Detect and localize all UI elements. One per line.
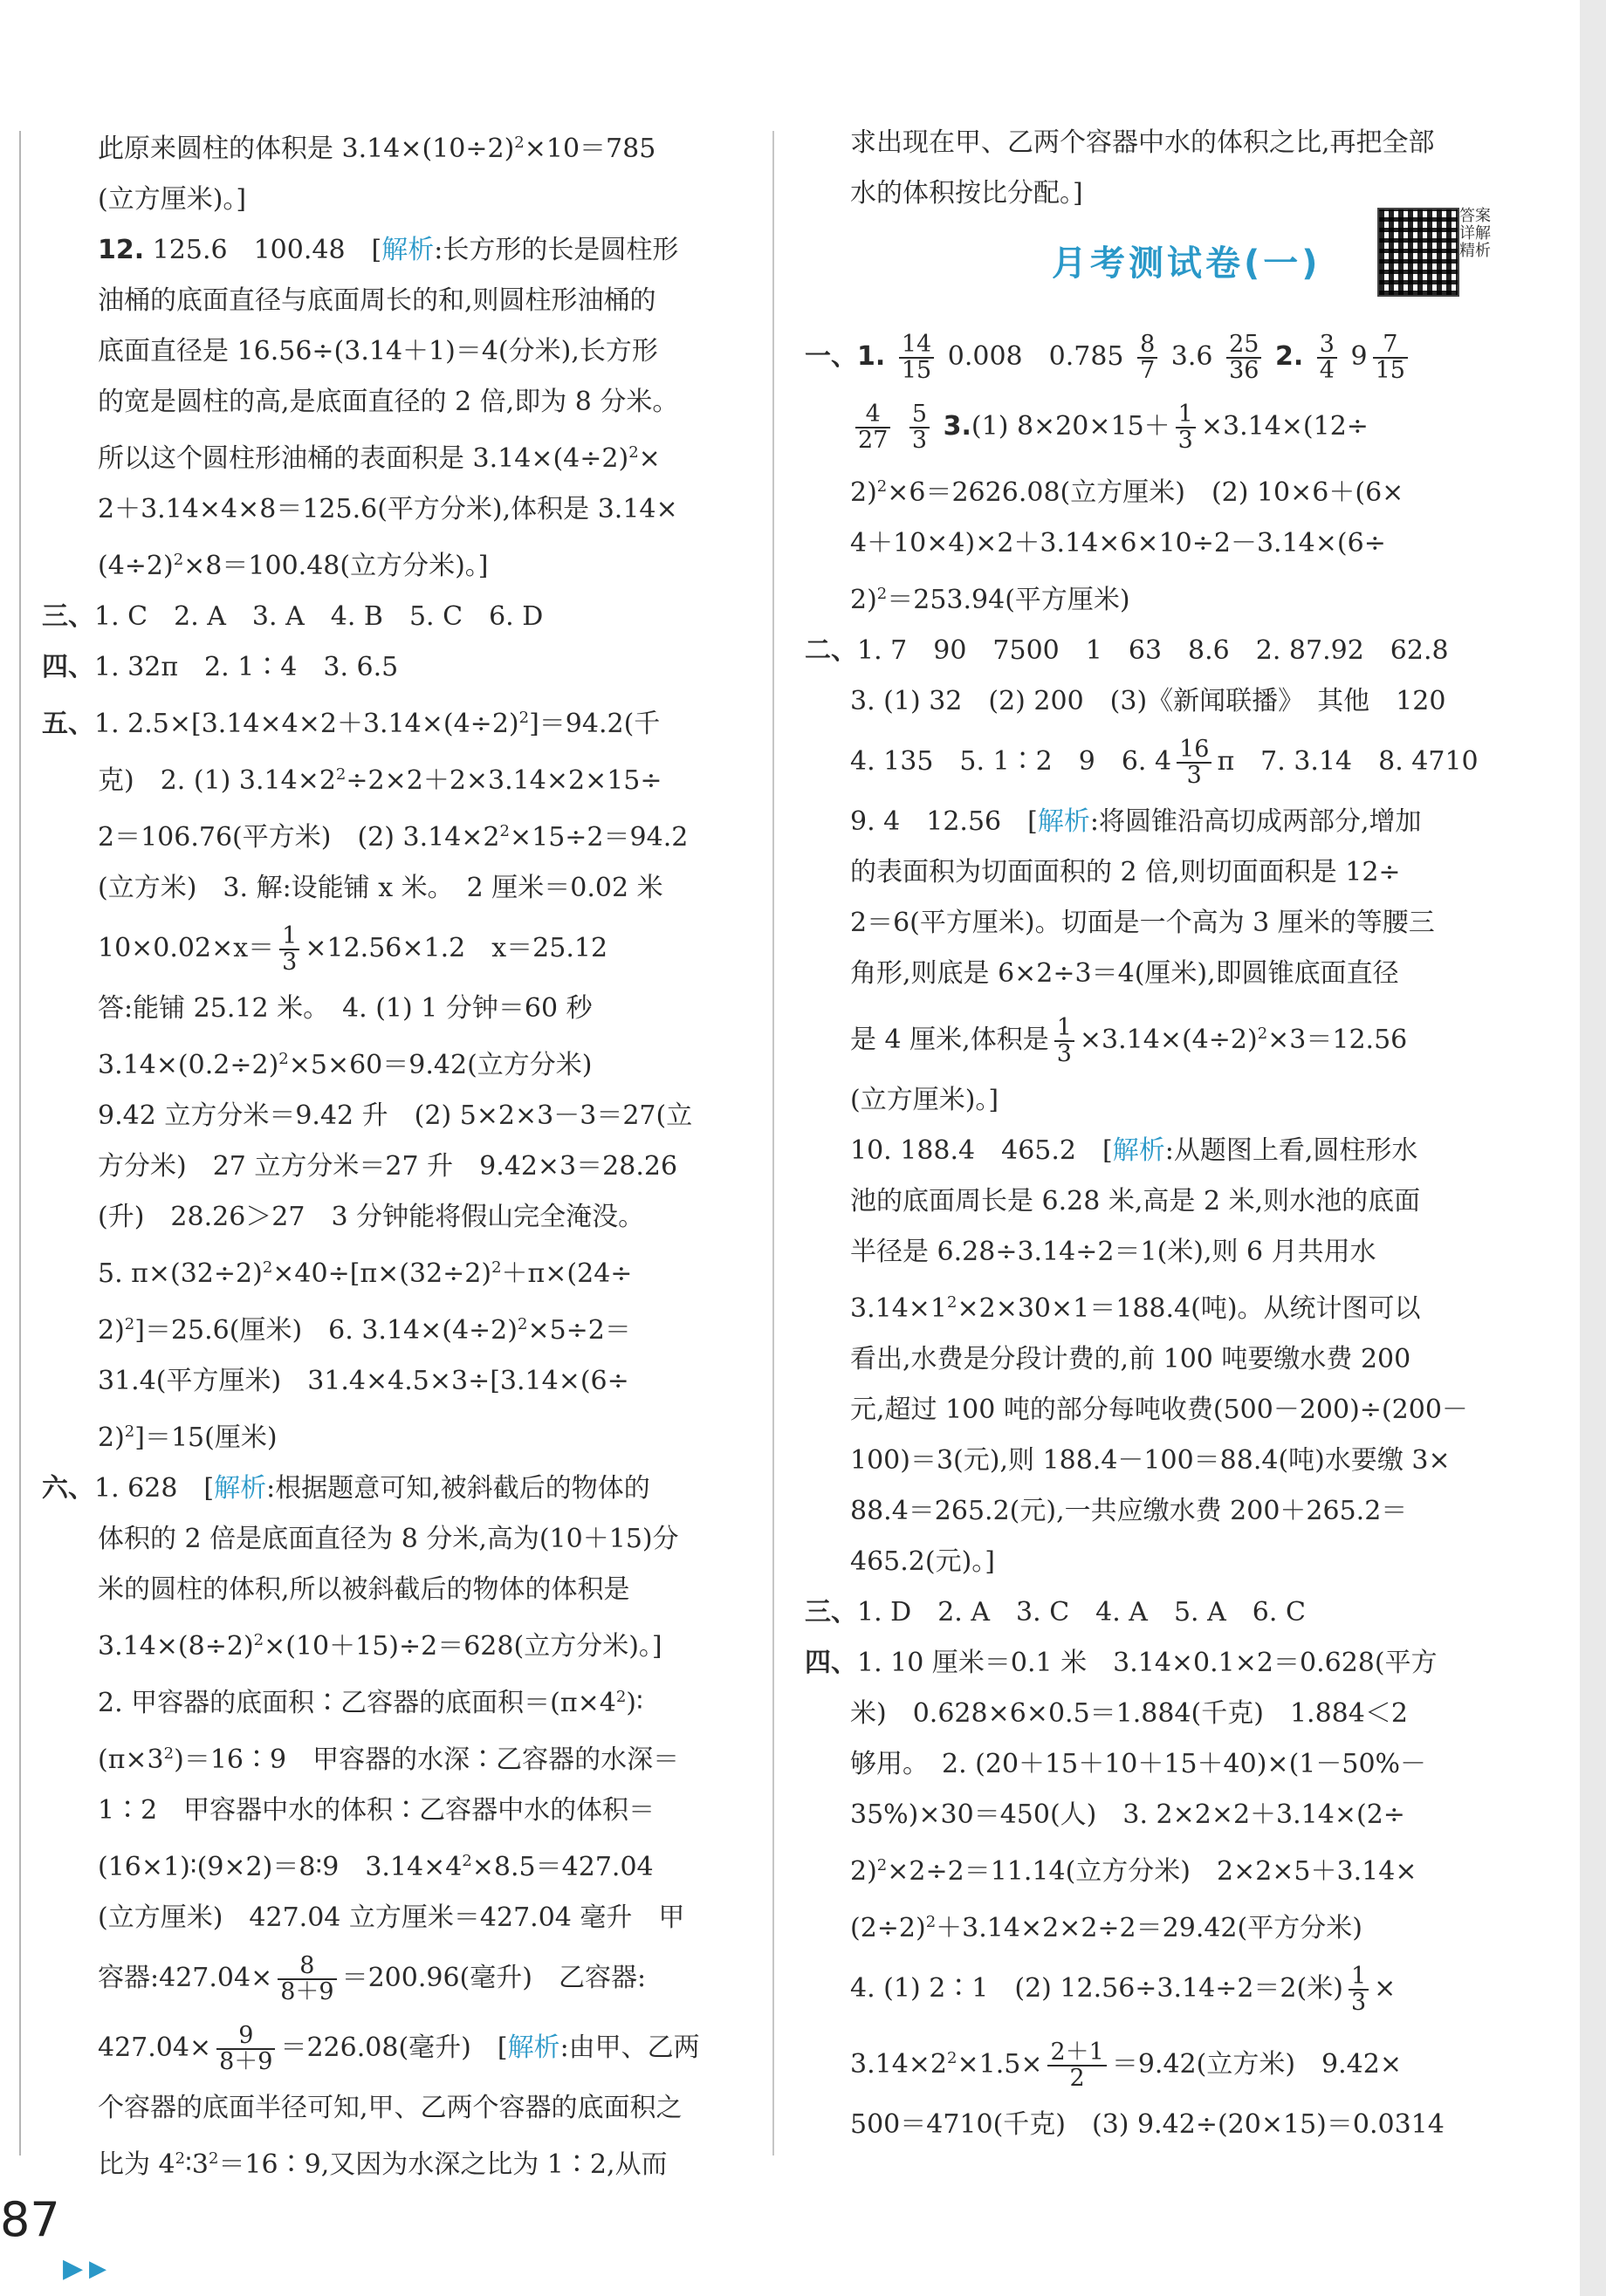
section-3-answers: 三、1. C 2. A 3. A 4. B 5. C 6. D xyxy=(42,601,544,632)
text-line: 水的体积按比分配。] xyxy=(850,178,1083,209)
section-4-answers: 四、1. 32π 2. 1∶4 3. 6.5 xyxy=(42,652,399,682)
section-5-answers: 五、1. $2.5\times[3.14\times 4\times 2+3.14\times(4\div 2)^2]=94.2$(千 xyxy=(42,709,661,739)
text-line: 2)$^2$×2÷2＝11.14(立方分米) 2×2×5＋3.14× xyxy=(850,1856,1417,1887)
left-margin-line xyxy=(19,131,21,2155)
section-6-answers: 六、1. 628 [解析:根据题意可知,被斜截后的物体的 xyxy=(42,1473,650,1504)
text-line: 35%)×30＝450(人) 3. 2×2×2＋3.14×(2÷ xyxy=(850,1799,1405,1830)
exam-section-3: 三、1. D 2. A 3. C 4. A 5. A 6. C xyxy=(805,1597,1306,1628)
analysis-label: 解析 xyxy=(1037,806,1090,837)
text-line: 2)$^2$＝253.94(平方厘米) xyxy=(850,585,1130,615)
text-line: 465.2(元)。] xyxy=(850,1546,995,1577)
text-line: 500＝4710(千克) (3) 9.42÷(20×15)＝0.0314 xyxy=(850,2109,1445,2140)
text-line: 2. 甲容器的底面积∶乙容器的底面积$=(\pi\times 4^2)∶$ xyxy=(98,1688,643,1718)
text-line: (立方米) 3. 解:设能铺 x 米。 2 厘米＝0.02 米 xyxy=(98,873,663,903)
text-line: 427.04× $\frac{9}{8+9}$ ＝226.08(毫升) [解析:由甲、乙两 xyxy=(98,2021,700,2075)
text-line: 10. 188.4 465.2 [解析:从题图上看,圆柱形水 xyxy=(850,1135,1418,1166)
text-line: (立方厘米)。] xyxy=(98,184,247,215)
text-line: 求出现在甲、乙两个容器中水的体积之比,再把全部 xyxy=(850,127,1435,158)
text-line: 底面直径是 16.56÷(3.14＋1)＝4(分米),长方形 xyxy=(98,336,658,367)
text-line: $3.14\times 2^2\times 1.5\times$ $\frac{2+1}{2}$ ＝9.42(立方米) 9.42× xyxy=(850,2038,1402,2092)
left-column xyxy=(42,118,753,2190)
text-line: 角形,则底是 6×2÷3＝4(厘米),即圆锥底面直径 xyxy=(850,958,1399,989)
text-line: 100)＝3(元),则 188.4－100＝88.4(吨)水要缴 3× xyxy=(850,1445,1451,1476)
text-line: 4. (1) 2∶1 (2) 12.56÷3.14÷2＝2(米) $\frac{1}{3}$ × xyxy=(850,1962,1397,2016)
text-line: 4＋10×4)×2＋3.14×6×10÷2－3.14×(6÷ xyxy=(850,528,1386,559)
analysis-label: 解析 xyxy=(507,2032,560,2063)
text-line: 方分米) 27 立方分米＝27 升 9.42×3＝28.26 xyxy=(98,1151,678,1182)
play-arrow-icon: ▶ xyxy=(89,2256,106,2282)
text-line: $3.14\times(8\div 2)^2\times(10+15)\div 2=628$(立方分米)。] xyxy=(98,1631,662,1662)
text-line: (16×1)∶(9×2)＝8∶9 $3.14\times 4^2\times 8.5=427.04$ xyxy=(98,1852,654,1882)
heading-spacer xyxy=(805,219,1503,322)
fraction: $\frac{2+1}{2}$ xyxy=(1047,2040,1106,2092)
fraction: $\frac{1}{3}$ xyxy=(1176,402,1196,454)
fraction: $\frac{14}{15}$ xyxy=(899,332,934,384)
section-heading: 月考测试卷(一) xyxy=(1052,243,1321,284)
text-line: 体积的 2 倍是底面直径为 8 分米,高为(10＋15)分 xyxy=(98,1524,679,1554)
text-line: 油桶的底面直径与底面周长的和,则圆柱形油桶的 xyxy=(98,285,656,316)
text-line: 看出,水费是分段计费的,前 100 吨要缴水费 200 xyxy=(850,1344,1411,1374)
text-line: 2)$^2$×6＝2626.08(立方厘米) (2) 10×6＋(6× xyxy=(850,477,1404,508)
text-line: 2＝106.76(平方米) (2) $3.14\times 2^2\times 15\div 2=94.2$ xyxy=(98,822,689,853)
analysis-label: 解析 xyxy=(214,1473,267,1504)
text-line: $3.14\times(0.2\div 2)^2\times 5\times 60=9.42$(立方分米) xyxy=(98,1050,593,1080)
text-line: 池的底面周长是 6.28 米,高是 2 米,则水池的底面 xyxy=(850,1186,1421,1217)
text-line: 答:能铺 25.12 米。 4. (1) 1 分钟＝60 秒 xyxy=(98,993,593,1024)
text-line: (立方厘米) 427.04 立方厘米＝427.04 毫升 甲 xyxy=(98,1902,685,1933)
fraction: $\frac{7}{15}$ xyxy=(1373,332,1408,384)
fraction: $\frac{3}{4}$ xyxy=(1317,332,1337,384)
text-line: 半径是 6.28÷3.14÷2＝1(米),则 6 月共用水 xyxy=(850,1237,1376,1267)
text-line: 3. (1) 32 (2) 200 (3)《新闻联播》 其他 120 xyxy=(850,686,1446,716)
text-line: 的表面积为切面面积的 2 倍,则切面面积是 12÷ xyxy=(850,857,1401,888)
answer-12: 12. 125.6 100.48 [解析:长方形的长是圆柱形 xyxy=(98,235,679,265)
text-line: 2)$^2$]＝25.6(厘米) 6. $3.14\times(4\div 2)^2\times 5\div 2=$ xyxy=(98,1315,631,1346)
page-number: 87 xyxy=(0,2192,60,2247)
qr-label: 答案详解精析 xyxy=(1459,207,1491,260)
analysis-label: 解析 xyxy=(1112,1135,1165,1166)
text-line: 9.42 立方分米＝9.42 升 (2) 5×2×3－3＝27(立 xyxy=(98,1100,693,1131)
right-column xyxy=(805,118,1503,2150)
text-line: (升) 28.26＞27 3 分钟能将假山完全淹没。 xyxy=(98,1202,645,1232)
text-line: 比为 $4^2∶3^2=16∶9$,又因为水深之比为 1∶2,从而 xyxy=(98,2149,668,2180)
fraction: $\frac{25}{36}$ xyxy=(1226,332,1261,384)
text-line: 米的圆柱的体积,所以被斜截后的物体的体积是 xyxy=(98,1574,630,1605)
text-line: 米) 0.628×6×0.5＝1.884(千克) 1.884＜2 xyxy=(850,1698,1408,1729)
text-line: $\frac{4}{27}$ $\frac{5}{3}$ 3.(1) 8×20×15＋ $\frac{1}{3}$ ×3.14×(12÷ xyxy=(805,392,1503,462)
text-line: 所以这个圆柱形油桶的表面积是 $3.14\times(4\div 2)^2\times$ xyxy=(98,443,661,474)
exam-section-2: 二、1. 7 90 7500 1 63 8.6 2. 87.92 62.8 xyxy=(805,635,1449,666)
exam-section-4: 四、1. 10 厘米＝0.1 米 3.14×0.1×2＝0.628(平方 xyxy=(805,1648,1438,1678)
text-line: $3.14\times 1^2\times 2\times 30\times 1=188.4$(吨)。从统计图可以 xyxy=(850,1293,1421,1324)
text-line: 9. 4 12.56 [解析:将圆锥沿高切成两部分,增加 xyxy=(850,806,1422,837)
text-line: 元,超过 100 吨的部分每吨收费(500－200)÷(200－ xyxy=(850,1395,1468,1425)
play-arrow-icon: ▶ xyxy=(63,2253,84,2284)
fraction: $\frac{8}{7}$ xyxy=(1137,332,1157,384)
text-line: $(2\div 2)^2+3.14\times 2\times 2\div 2=29.42$(平方分米) xyxy=(850,1913,1362,1943)
text-line: 个容器的底面半径可知,甲、乙两个容器的底面积之 xyxy=(98,2093,683,2123)
text-line: 此原来圆柱的体积是 $3.14\times(10\div 2)^2\times 10=785$ xyxy=(98,134,656,164)
text-line: 克) 2. (1) $3.14\times 2^2\div 2\times 2+2\times 3.14\times 2\times 15\div$ xyxy=(98,765,662,796)
text-line: 1∶2 甲容器中水的体积∶乙容器中水的体积＝ xyxy=(98,1795,655,1826)
text-line: 2＝6(平方厘米)。切面是一个高为 3 厘米的等腰三 xyxy=(850,908,1435,938)
page-edge-strip xyxy=(1580,0,1606,2296)
text-line: 88.4＝265.2(元),一共应缴水费 200＋265.2＝ xyxy=(850,1496,1408,1526)
fraction: $\frac{16}{3}$ xyxy=(1177,737,1211,789)
text-line: 5. $\pi\times(32\div 2)^2\times 40\div[\pi\times(32\div 2)^2+\pi\times(24\div$ xyxy=(98,1258,633,1289)
text-line: 2)$^2$]＝15(厘米) xyxy=(98,1422,278,1453)
text-line: 的宽是圆柱的高,是底面直径的 2 倍,即为 8 分米。 xyxy=(98,387,679,417)
column-divider xyxy=(772,131,774,2155)
fraction: $\frac{9}{8+9}$ xyxy=(216,2024,275,2075)
fraction: $\frac{8}{8+9}$ xyxy=(278,1954,336,2005)
analysis-label: 解析 xyxy=(381,235,435,265)
text-line: $(4\div 2)^2\times 8=100.48$(立方分米)。] xyxy=(98,551,489,581)
text-line: (立方厘米)。] xyxy=(850,1085,999,1115)
exam-section-1: 一、1. $\frac{14}{15}$ 0.008 0.785 $\frac{8}{7}$ 3.6 $\frac{25}{36}$ 2. $\frac{3}{4}$ 9 $\frac{7}{15}$ xyxy=(805,322,1503,392)
text-line: 够用。 2. (20＋15＋10＋15＋40)×(1－50%－ xyxy=(850,1749,1427,1779)
text-line: 是 4 厘米,体积是 $\frac{1}{3}$ $\times 3.14\times(4\div 2)^2\times 3=12.56$ xyxy=(850,1013,1408,1067)
text-line: 2＋3.14×4×8＝125.6(平方分米),体积是 3.14× xyxy=(98,494,678,524)
text-line: 31.4(平方厘米) 31.4×4.5×3÷[3.14×(6÷ xyxy=(98,1366,629,1396)
text-line: 容器:427.04× $\frac{8}{8+9}$ ＝200.96(毫升) 乙容器: xyxy=(98,1951,647,2005)
fraction: $\frac{1}{3}$ xyxy=(1054,1016,1074,1067)
fraction: $\frac{1}{3}$ xyxy=(279,924,299,976)
text-line: 10×0.02×x＝ $\frac{1}{3}$ ×12.56×1.2 x＝25.12 xyxy=(98,922,608,976)
fraction: $\frac{5}{3}$ xyxy=(909,402,930,454)
text-line: $(\pi\times 3^2)=16∶9$ 甲容器的水深∶乙容器的水深＝ xyxy=(98,1744,680,1775)
fraction: $\frac{1}{3}$ xyxy=(1349,1964,1369,2016)
text-line: 4. 135 5. 1∶2 9 6. 4 $\frac{16}{3}$ π 7. 3.14 8. 4710 xyxy=(850,735,1479,789)
fraction: $\frac{4}{27}$ xyxy=(855,402,890,454)
